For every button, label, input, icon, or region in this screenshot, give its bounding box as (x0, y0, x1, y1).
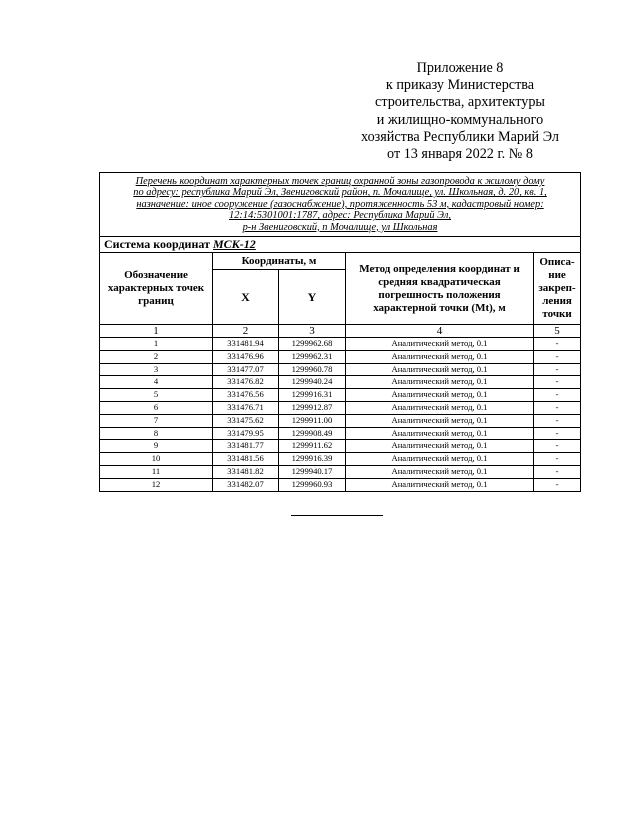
cell-x: 331481.77 (213, 440, 279, 453)
cell-description: - (534, 440, 581, 453)
cell-x: 331476.56 (213, 389, 279, 402)
table-row (100, 350, 581, 363)
cell-description: - (534, 427, 581, 440)
table-row (100, 389, 581, 402)
table-row (100, 478, 581, 491)
cell-point: 4 (100, 376, 213, 389)
cell-method: Аналитический метод, 0.1 (346, 402, 534, 415)
cell-y: 1299911.62 (279, 440, 346, 453)
table-title-line: по адресу: республика Марий Эл, Звениговский район, п. Мочалище, ул. Школьная, д. 20, кв. 1, (133, 187, 547, 199)
cell-x: 331477.07 (213, 363, 279, 376)
table-row (100, 427, 581, 440)
cell-point: 12 (100, 478, 213, 491)
appendix-line: и жилищно-коммунального (376, 111, 544, 128)
cell-point: 3 (100, 363, 213, 376)
table-title-line: Перечень координат характерных точек границ охранной зоны газопровода к жилому дому (135, 176, 545, 187)
cell-description: - (534, 350, 581, 363)
cell-point: 7 (100, 414, 213, 427)
column-number: 1 (100, 325, 213, 338)
cell-point: 1 (100, 338, 213, 351)
appendix-line: к приказу Министерства (385, 77, 535, 94)
column-number: 2 (213, 325, 279, 338)
column-number: 3 (279, 325, 346, 338)
cell-description: - (534, 338, 581, 351)
cell-point: 6 (100, 402, 213, 415)
table-row (100, 453, 581, 466)
header-x: X (213, 270, 279, 325)
header-point: Обозначение характерных точек границ (100, 253, 213, 325)
table-row (100, 402, 581, 415)
cell-x: 331476.96 (213, 350, 279, 363)
table-row (100, 414, 581, 427)
cell-method: Аналитический метод, 0.1 (346, 414, 534, 427)
header-y: Y (279, 270, 346, 325)
cell-x: 331481.82 (213, 466, 279, 479)
cell-point: 2 (100, 350, 213, 363)
cell-description: - (534, 376, 581, 389)
cell-method: Аналитический метод, 0.1 (346, 376, 534, 389)
cell-description: - (534, 363, 581, 376)
cell-method: Аналитический метод, 0.1 (346, 363, 534, 376)
table-row (100, 363, 581, 376)
cell-method: Аналитический метод, 0.1 (346, 453, 534, 466)
cell-y: 1299911.00 (279, 414, 346, 427)
cell-x: 331481.94 (213, 338, 279, 351)
column-number: 5 (534, 325, 581, 338)
cell-y: 1299916.39 (279, 453, 346, 466)
coordinates-table (99, 172, 581, 492)
cell-y: 1299962.31 (279, 350, 346, 363)
cell-method: Аналитический метод, 0.1 (346, 427, 534, 440)
cell-point: 9 (100, 440, 213, 453)
table-title-line: назначение: иное сооружение (газоснабжение), протяженность 53 м, кадастровый номер: (136, 198, 544, 210)
appendix-line: хозяйства Республики Марий Эл (361, 128, 559, 145)
appendix-header (340, 60, 580, 163)
cell-y: 1299916.31 (279, 389, 346, 402)
coordinate-system-value: МСК-12 (212, 237, 256, 252)
cell-description: - (534, 453, 581, 466)
header-description: Описа-ние закреп-ления точки (534, 253, 581, 325)
coordinate-system (100, 237, 581, 253)
cell-method: Аналитический метод, 0.1 (346, 389, 534, 402)
cell-point: 8 (100, 427, 213, 440)
appendix-line: от 13 января 2022 г. № 8 (387, 146, 533, 163)
cell-x: 331479.95 (213, 427, 279, 440)
column-number: 4 (346, 325, 534, 338)
cell-y: 1299908.49 (279, 427, 346, 440)
cell-method: Аналитический метод, 0.1 (346, 440, 534, 453)
cell-description: - (534, 478, 581, 491)
cell-description: - (534, 389, 581, 402)
cell-method: Аналитический метод, 0.1 (346, 350, 534, 363)
cell-x: 331475.62 (213, 414, 279, 427)
cell-method: Аналитический метод, 0.1 (346, 478, 534, 491)
cell-point: 5 (100, 389, 213, 402)
cell-point: 11 (100, 466, 213, 479)
cell-x: 331482.07 (213, 478, 279, 491)
table-body (100, 338, 581, 492)
cell-description: - (534, 466, 581, 479)
column-numbers-row (100, 325, 581, 338)
cell-y: 1299940.24 (279, 376, 346, 389)
header-method: Метод определения координат и средняя квадратическая погрешность положения характерной точки (Mt), м (346, 253, 534, 325)
table-row (100, 338, 581, 351)
table-row (100, 376, 581, 389)
table-row (100, 440, 581, 453)
appendix-line: строительства, архитектуры (375, 94, 545, 111)
cell-y: 1299962.68 (279, 338, 346, 351)
appendix-line: Приложение 8 (416, 60, 504, 76)
cell-y: 1299960.93 (279, 478, 346, 491)
cell-method: Аналитический метод, 0.1 (346, 338, 534, 351)
table-title-line: р-н Звениговский, п Мочалище, ул Школьная (242, 221, 438, 233)
cell-y: 1299940.17 (279, 466, 346, 479)
cell-x: 331481.56 (213, 453, 279, 466)
cell-point: 10 (100, 453, 213, 466)
cell-x: 331476.71 (213, 402, 279, 415)
cell-description: - (534, 414, 581, 427)
table-title-line: 12:14:5301001:1787, адрес: Республика Марий Эл, (229, 210, 452, 222)
table-title (100, 173, 581, 237)
header-coordinates: Координаты, м (213, 253, 346, 270)
cell-method: Аналитический метод, 0.1 (346, 466, 534, 479)
cell-description: - (534, 402, 581, 415)
table-row (100, 466, 581, 479)
cell-y: 1299960.78 (279, 363, 346, 376)
cell-y: 1299912.87 (279, 402, 346, 415)
coordinate-system-label: Система координат (104, 237, 210, 252)
cell-x: 331476.82 (213, 376, 279, 389)
closing-line (291, 515, 383, 516)
